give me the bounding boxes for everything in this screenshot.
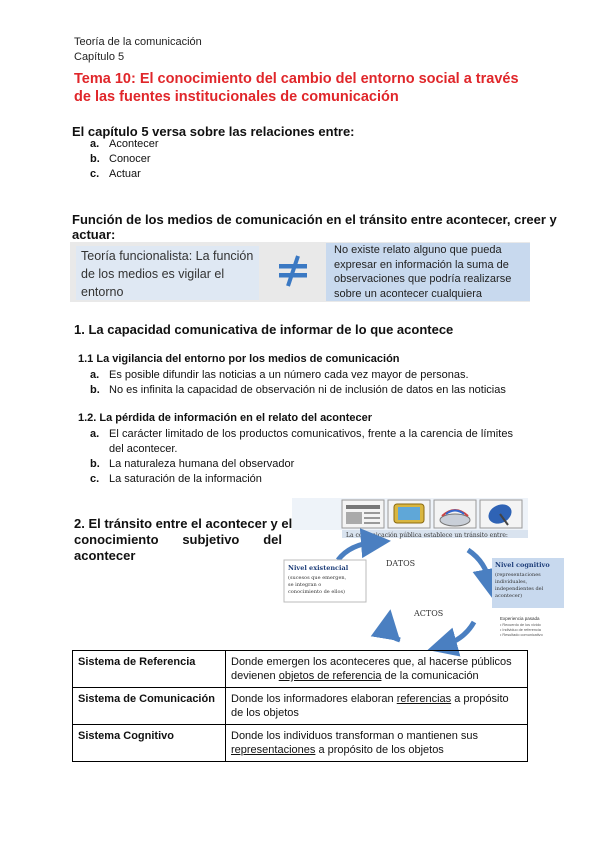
table-value: Donde emergen los aconteceres que, al hacerse públicos devienen objetos de referencia de la comunicación	[226, 651, 528, 688]
section1-2-heading: 1.2. La pérdida de información en el relato del acontecer	[78, 412, 373, 424]
list-marker: b.	[90, 153, 100, 165]
systems-table	[72, 650, 528, 762]
list-marker: a.	[90, 138, 100, 150]
table-value: Donde los informadores elaboran referencias a propósito de los objetos	[226, 688, 528, 725]
existencial-line: se integran o	[288, 582, 322, 588]
not-equal-icon	[276, 252, 310, 290]
existencial-line: (sucesos que emergen,	[288, 575, 347, 581]
functionalist-box: Teoría funcionalista: La función de los medios es vigilar el entorno	[76, 246, 259, 300]
diagram-caption: La comunicación pública establece un tránsito entre:	[346, 532, 508, 539]
page-title: Tema 10: El conocimiento del cambio del entorno social a través de las fuentes institucionales de comunicación	[74, 71, 519, 105]
list-text: La naturaleza humana del observador	[109, 458, 295, 470]
list-item	[90, 427, 530, 457]
cognitivo-line: acontecer)	[495, 593, 523, 599]
newspaper-icon	[342, 500, 384, 528]
experiencia-line: • Resultado comunicativo	[500, 633, 543, 637]
cognitivo-line: (representaciones	[495, 572, 541, 578]
table-key: Sistema de Comunicación	[73, 688, 226, 725]
radio-icon	[434, 500, 476, 528]
experiencia-line: • Individuo de referencia	[500, 628, 541, 632]
list-text-line2: del acontecer.	[109, 443, 178, 455]
section1-1-heading: 1.1 La vigilancia del entorno por los medios de comunicación	[78, 353, 400, 365]
list-item	[90, 167, 490, 182]
list-marker: c.	[90, 168, 100, 180]
section2-heading-line2	[74, 532, 282, 547]
section2-heading-line3: acontecer	[74, 548, 136, 563]
table-row	[73, 651, 528, 688]
section1-heading: 1. La capacidad comunicativa de informar de lo que acontece	[74, 322, 454, 337]
list-item	[90, 152, 490, 167]
section2-word: subjetivo	[182, 532, 240, 547]
datos-label: DATOS	[386, 559, 416, 568]
cognitivo-title: Nivel cognitivo	[495, 561, 550, 569]
existencial-title: Nivel existencial	[288, 564, 349, 572]
tv-icon	[388, 500, 430, 528]
list-item	[90, 368, 530, 383]
actos-label: ACTOS	[414, 609, 444, 618]
table-key: Sistema Cognitivo	[73, 725, 226, 762]
list-marker: a.	[90, 369, 100, 381]
table-row	[73, 725, 528, 762]
list-item	[90, 457, 530, 472]
communication-diagram	[288, 498, 550, 648]
list-item	[90, 137, 490, 152]
satellite-dish-icon	[480, 500, 522, 528]
list-text: La saturación de la información	[109, 473, 262, 485]
list-text: Es posible difundir las noticias a un número cada vez mayor de personas.	[109, 369, 469, 381]
table-key: Sistema de Referencia	[73, 651, 226, 688]
list-text: Actuar	[109, 168, 141, 180]
doc-header-subject: Teoría de la comunicación	[74, 36, 202, 48]
funcion-heading-line1: Función de los medios de comunicación en el tránsito entre acontecer, creer y	[72, 212, 557, 227]
list-marker: a.	[90, 428, 100, 440]
table-row	[73, 688, 528, 725]
list-text: No es infinita la capacidad de observación ni de inclusión de datos en las noticias	[109, 384, 506, 396]
experiencia-title: Experiencia pasada	[500, 616, 540, 621]
list-text-line1: El carácter limitado de los productos comunicativos, frente a la carencia de límites	[109, 428, 514, 440]
list-item	[90, 472, 530, 487]
no-relato-box: No existe relato alguno que pueda expresar en información la suma de observaciones que podría realizarse sobre un acontecer cualquiera	[326, 243, 530, 301]
cognitivo-line: individuales,	[495, 579, 528, 585]
list-item	[90, 383, 530, 398]
section2-word: del	[263, 532, 282, 547]
list-marker: b.	[90, 458, 100, 470]
list-text: Conocer	[109, 153, 151, 165]
table-value: Donde los individuos transforman o mantienen sus representaciones a propósito de los objetos	[226, 725, 528, 762]
funcion-heading-line2: actuar:	[72, 227, 116, 242]
section2-heading-line1: 2. El tránsito entre el acontecer y el	[74, 516, 293, 531]
cognitivo-line: independientes del	[495, 586, 544, 592]
list-marker: b.	[90, 384, 100, 396]
existencial-line: conocimiento de ellos)	[288, 589, 346, 595]
list-text: Acontecer	[109, 138, 159, 150]
intro-heading: El capítulo 5 versa sobre las relaciones entre:	[72, 124, 355, 139]
experiencia-line: • Recuerdo de los vivido	[500, 623, 541, 627]
doc-header-chapter: Capítulo 5	[74, 51, 125, 63]
list-marker: c.	[90, 473, 100, 485]
section2-word: conocimiento	[74, 532, 159, 547]
